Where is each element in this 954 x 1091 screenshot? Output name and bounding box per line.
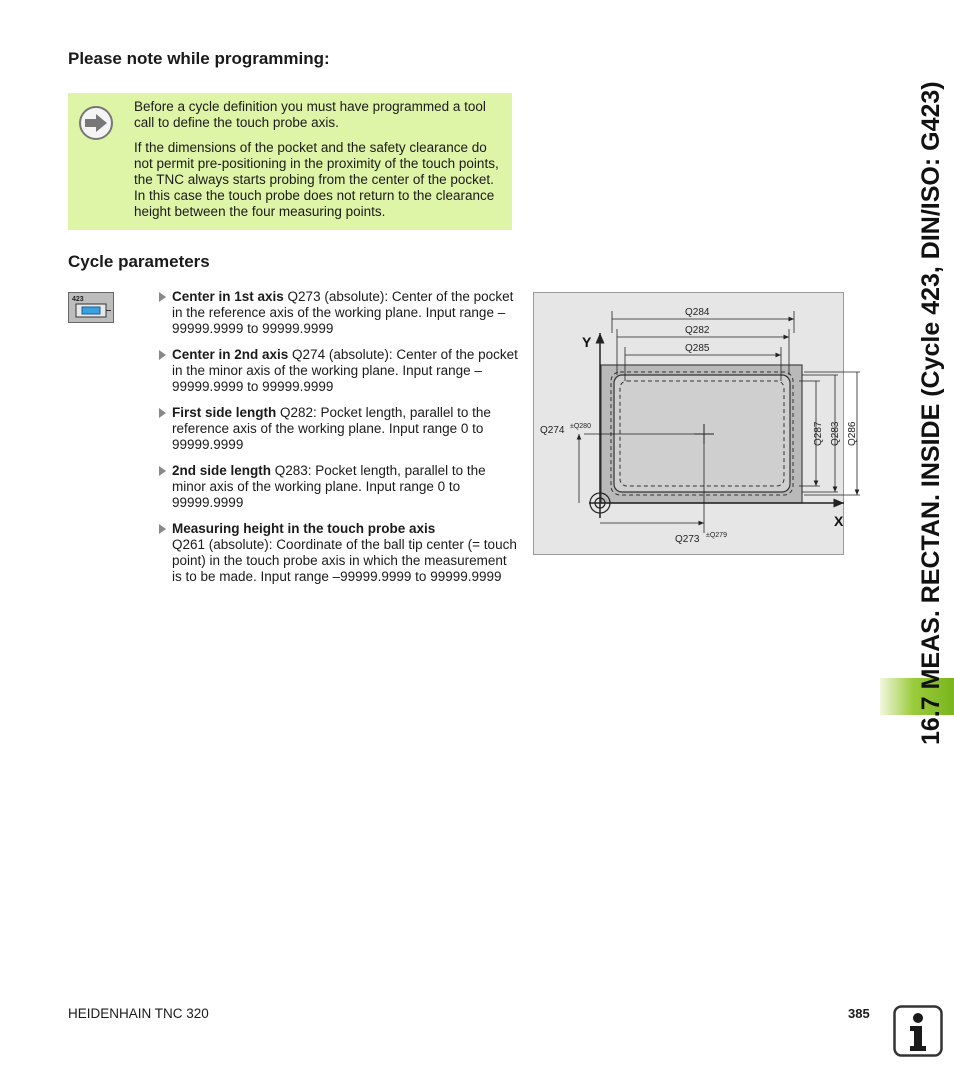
label-q282: Q282 (685, 325, 710, 336)
label-q285: Q285 (685, 343, 710, 354)
param-text: Q283: Pocket length, parallel to the minor axis of the working plane. Input range 0 to 99999.9999 (172, 463, 486, 510)
param-text: Q274 (absolute): Center of the pocket in the minor axis of the working plane. Input range –99999.9999 to 99999.9999 (172, 347, 518, 394)
x-axis-label: X (834, 513, 844, 529)
bullet-triangle-icon (159, 350, 166, 360)
note-paragraph: Before a cycle definition you must have programmed a tool call to define the touch probe axis. (134, 99, 486, 130)
page-number: 385 (848, 1006, 870, 1021)
bullet-triangle-icon (159, 292, 166, 302)
label-q286: Q286 (847, 421, 858, 446)
param-title: 2nd side length (172, 463, 272, 478)
arrow-right-icon (78, 105, 114, 141)
label-q279: ±Q279 (706, 532, 727, 539)
note-box (68, 93, 512, 230)
svg-text:423: 423 (72, 296, 84, 303)
param-measuring-height (158, 521, 518, 585)
param-center-2nd-axis (158, 347, 518, 395)
label-q280: ±Q280 (570, 423, 591, 430)
y-axis-label: Y (582, 334, 592, 350)
bullet-triangle-icon (159, 466, 166, 476)
params-heading: Cycle parameters (68, 252, 210, 271)
info-icon (893, 1005, 943, 1057)
param-text: Q273 (absolute): Center of the pocket in the reference axis of the working plane. Input range –99999.9999 to 99999.9999 (172, 289, 514, 336)
pocket-figure (533, 292, 858, 555)
side-tab-title: 16.7 MEAS. RECTAN. INSIDE (Cycle 423, DIN/ISO: G423) (917, 81, 945, 745)
cycle-423-icon (68, 292, 114, 323)
param-2nd-side-length (158, 463, 518, 511)
label-q274: Q274 (540, 425, 565, 436)
bullet-triangle-icon (159, 524, 166, 534)
pocket-diagram (534, 293, 858, 556)
footer-product: HEIDENHAIN TNC 320 (68, 1006, 209, 1021)
label-q287: Q287 (813, 421, 824, 446)
note-heading: Please note while programming: (68, 49, 330, 68)
param-first-side-length (158, 405, 518, 453)
label-q273: Q273 (675, 534, 700, 545)
param-text: Q282: Pocket length, parallel to the reference axis of the working plane. Input range 0 to 99999.9999 (172, 405, 491, 452)
parameter-list (158, 289, 518, 595)
note-paragraph: If the dimensions of the pocket and the safety clearance do not permit pre-positioning in the proximity of the touch points, the TNC always starts probing from the center of the pocket. In this case the touch probe does not return to the clearance height between the four measuring points. (134, 140, 499, 219)
param-title: First side length (172, 405, 277, 420)
label-q283: Q283 (830, 421, 841, 446)
label-q284: Q284 (685, 307, 710, 318)
param-text: Q261 (absolute): Coordinate of the ball tip center (= touch point) in the touch probe axis in which the measurement is to be made. Input range –99999.9999 to 99999.9999 (172, 537, 517, 584)
param-title: Center in 1st axis (172, 289, 284, 304)
param-center-1st-axis (158, 289, 518, 337)
bullet-triangle-icon (159, 408, 166, 418)
param-title: Measuring height in the touch probe axis (172, 521, 436, 536)
param-title: Center in 2nd axis (172, 347, 289, 362)
